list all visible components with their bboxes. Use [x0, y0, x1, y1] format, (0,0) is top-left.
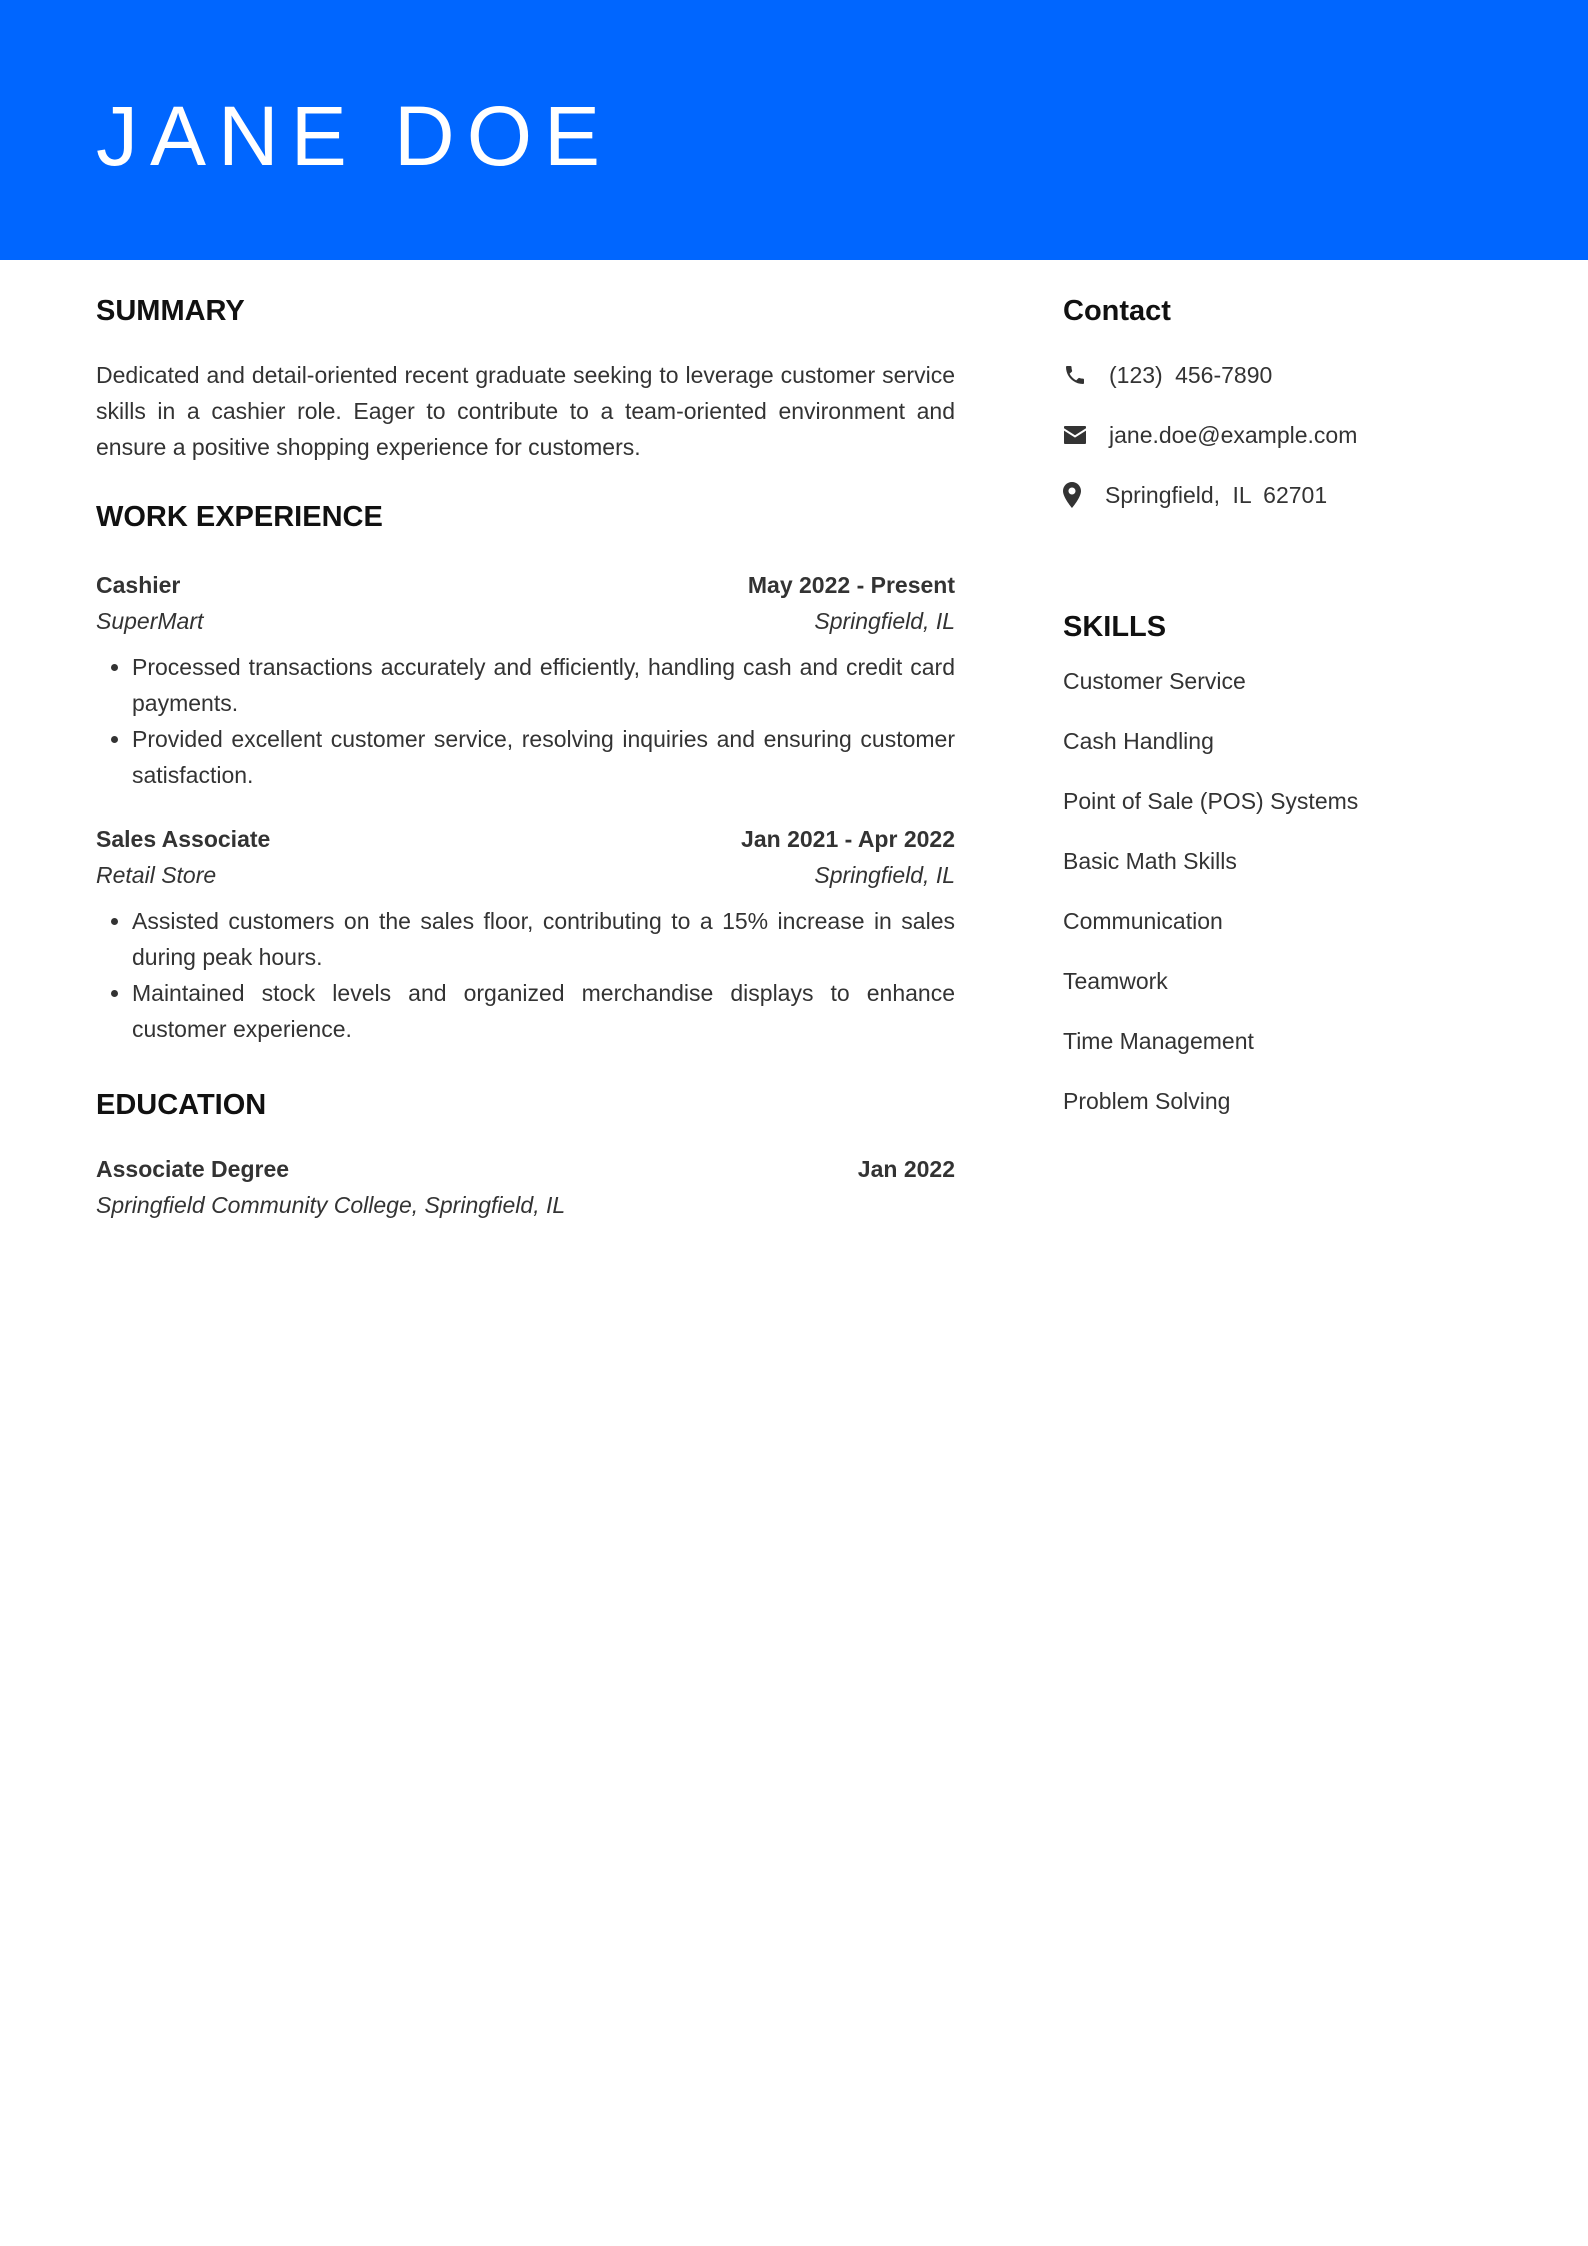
education-school-row — [96, 1187, 955, 1223]
envelope-icon — [1063, 425, 1109, 445]
job-bullet: • Processed transactions accurately and efficiently, handling cash and credit card payments. — [132, 649, 955, 721]
job-bullet: • Provided excellent customer service, resolving inquiries and ensuring customer satisfaction. — [132, 721, 955, 793]
job-title-row — [96, 567, 955, 603]
contact-location-text: Springfield, IL 62701 — [1105, 481, 1328, 508]
job-location: Springfield, IL — [814, 608, 955, 634]
skill-item: Communication — [1063, 908, 1223, 934]
education-degree-row — [96, 1151, 955, 1187]
job-title: Cashier — [96, 572, 181, 598]
map-pin-icon — [1063, 482, 1105, 508]
job-company-row — [96, 603, 955, 639]
sidebar-column — [1063, 293, 1503, 1143]
skill-item: Point of Sale (POS) Systems — [1063, 788, 1359, 814]
job-company: Retail Store — [96, 862, 217, 888]
job-title: Sales Associate — [96, 826, 271, 852]
job-dates: Jan 2021 - Apr 2022 — [741, 826, 955, 852]
skills-heading: SKILLS — [1063, 611, 1167, 643]
job-dates: May 2022 - Present — [747, 572, 955, 598]
job-bullets — [96, 649, 955, 793]
job-title-row — [96, 821, 955, 857]
education-entry — [96, 1151, 955, 1223]
job-company-row — [96, 857, 955, 893]
work-experience-heading: WORK EXPERIENCE — [96, 501, 383, 533]
contact-email — [1063, 417, 1503, 453]
summary-heading: SUMMARY — [96, 295, 245, 327]
job-company: SuperMart — [96, 608, 204, 634]
candidate-name: JANE DOE — [96, 89, 613, 183]
skill-item: Customer Service — [1063, 668, 1246, 694]
contact-list — [1063, 357, 1503, 513]
summary-section — [96, 293, 955, 465]
main-column — [96, 293, 955, 1223]
skill-item: Basic Math Skills — [1063, 848, 1237, 874]
skill-list — [1063, 663, 1503, 1119]
skill-item: Time Management — [1063, 1028, 1254, 1054]
job-bullet: • Maintained stock levels and organized merchandise displays to enhance customer experience. — [132, 975, 955, 1047]
job-entry — [96, 821, 955, 1047]
skills-section — [1063, 609, 1503, 1119]
skill-item: Cash Handling — [1063, 728, 1214, 754]
education-school: Springfield Community College, Springfield, IL — [96, 1192, 566, 1218]
contact-phone-text[interactable]: (123) 456-7890 — [1109, 361, 1273, 388]
contact-heading: Contact — [1063, 295, 1171, 327]
job-bullet: • Assisted customers on the sales floor, contributing to a 15% increase in sales during peak hours. — [132, 903, 955, 975]
phone-icon — [1063, 363, 1109, 387]
summary-text: Dedicated and detail-oriented recent graduate seeking to leverage customer service skills in a cashier role. Eager to contribute to a team-oriented environment and ensure a positive shopping experience for customers. — [96, 362, 955, 460]
education-heading: EDUCATION — [96, 1089, 267, 1121]
job-bullets — [96, 903, 955, 1047]
job-location: Springfield, IL — [814, 862, 955, 888]
contact-section — [1063, 293, 1503, 513]
education-degree: Associate Degree — [96, 1156, 290, 1182]
job-entry — [96, 567, 955, 793]
header-banner — [0, 0, 1588, 260]
skill-item: Teamwork — [1063, 968, 1168, 994]
contact-phone — [1063, 357, 1503, 393]
work-experience-section — [96, 499, 955, 1047]
contact-location — [1063, 477, 1503, 513]
education-date: Jan 2022 — [857, 1156, 955, 1182]
education-section — [96, 1087, 955, 1223]
skill-item: Problem Solving — [1063, 1088, 1231, 1114]
contact-email-text[interactable]: jane.doe@example.com — [1109, 421, 1358, 448]
